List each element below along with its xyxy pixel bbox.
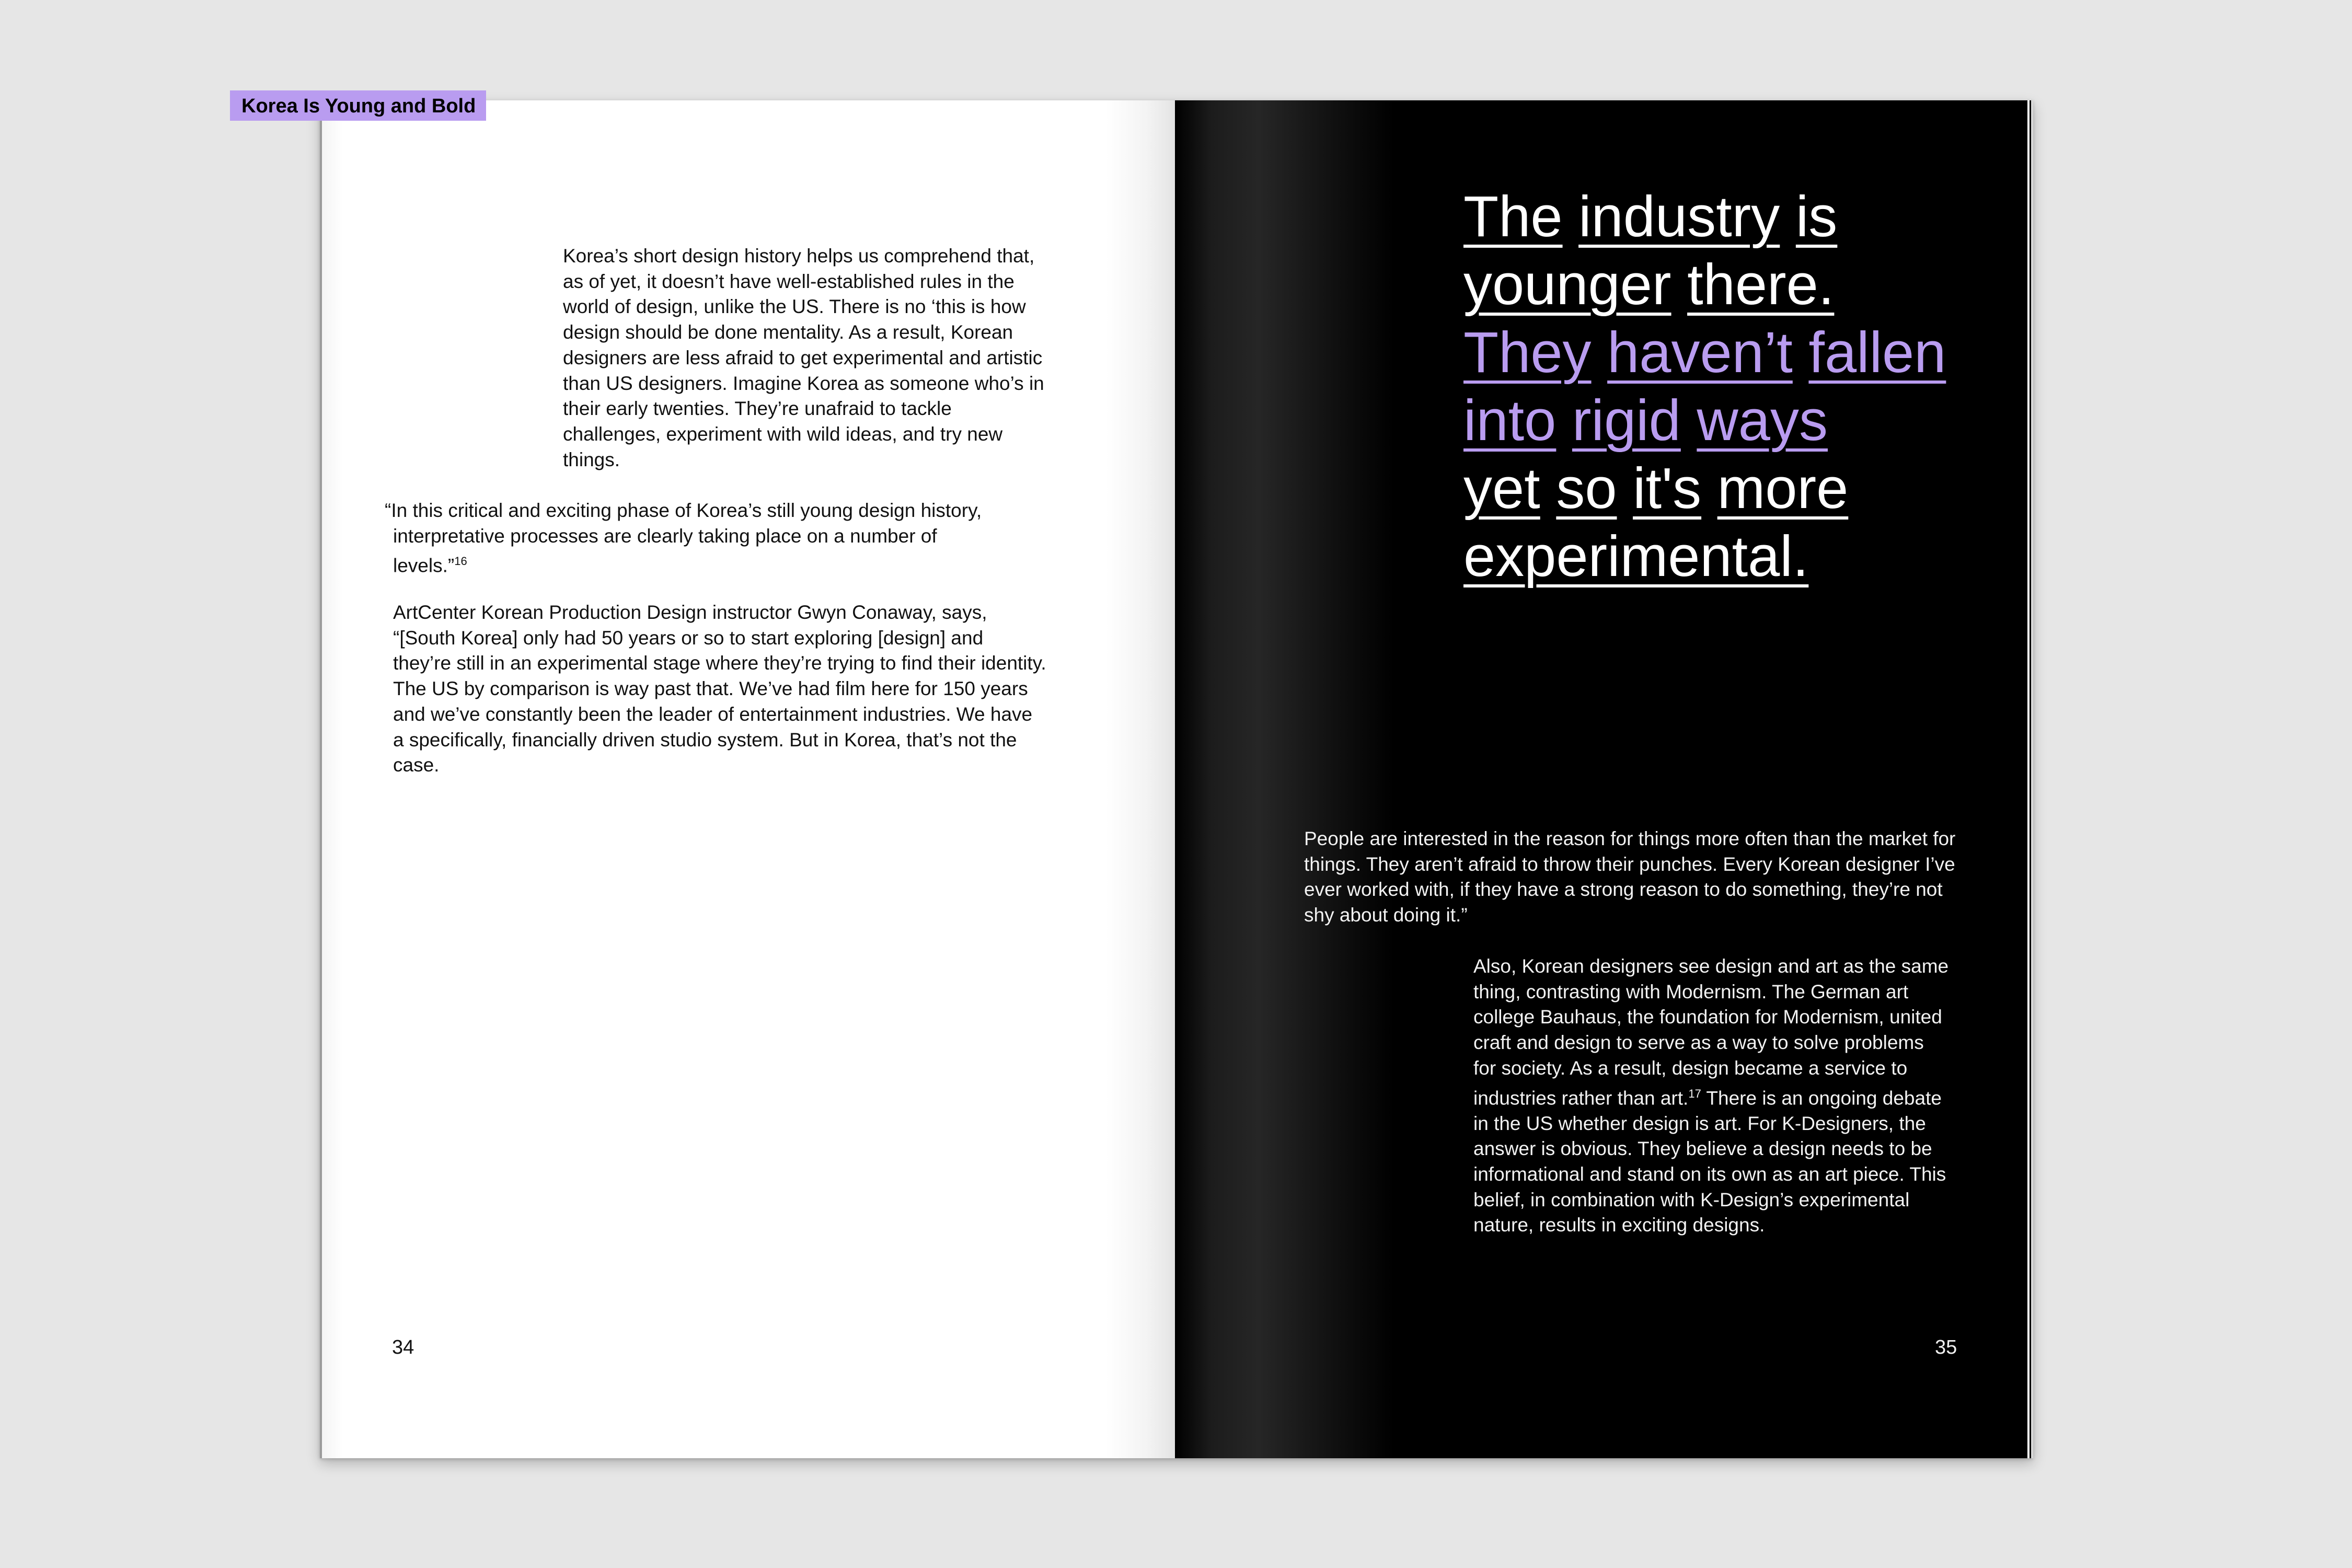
pull-word: is xyxy=(1795,185,1838,249)
pull-quote-line-1 xyxy=(1463,183,2028,251)
right-paragraph-2 xyxy=(1473,954,1952,1238)
pull-quote xyxy=(1463,183,2028,591)
left-quote-text: “In this critical and exciting phase of Korea’s still young design history, interpretative processes are clearly taking place on a number of levels.” xyxy=(385,500,982,577)
page-number-left: 34 xyxy=(392,1336,414,1358)
pull-word: more xyxy=(1717,456,1849,521)
pull-word: experimental. xyxy=(1463,524,1809,589)
pull-word: haven’t xyxy=(1607,320,1793,385)
pull-quote-line-2 xyxy=(1463,251,2028,319)
pull-word: there. xyxy=(1687,252,1835,317)
pull-word: younger xyxy=(1463,252,1671,317)
pull-quote-line-6 xyxy=(1463,523,2028,591)
left-paragraph-1: Korea’s short design history helps us comprehend that, as of yet, it doesn’t have well-established rules in the world of design, unlike the US. There is no ‘this is how design should be done mentality. As a result, Korean designers are less afraid to get experimental and artistic than US designers. Imagine Korea as someone who’s in their early twenties. They’re unafraid to tackle challenges, experiment with wild ideas, and try new things. xyxy=(563,245,1044,470)
right-paragraph-2a: Also, Korean designers see design and art as the same thing, contrasting with Modernism. The German art college Bauhaus, the foundation for Modernism, united craft and design to serve as a way to solve problems for society. As a result, design became a service to industries rather than art. xyxy=(1473,955,1949,1109)
page-number-right: 35 xyxy=(1935,1336,1957,1358)
section-heading: Korea Is Young and Bold xyxy=(230,90,486,121)
pull-word: yet xyxy=(1463,456,1540,521)
pull-word: into xyxy=(1463,388,1557,453)
pull-word: fallen xyxy=(1808,320,1946,385)
footnote-17: 17 xyxy=(1688,1087,1701,1100)
pull-word: rigid xyxy=(1572,388,1681,453)
right-paragraph-1: People are interested in the reason for things more often than the market for things. They aren’t afraid to throw their punches. Every Korean designer I’ve ever worked with, if they have a strong reason to do something, they’re not shy about doing it.” xyxy=(1304,828,1956,926)
pull-quote-line-3 xyxy=(1463,319,2028,387)
right-paragraph-2b: There is an ongoing debate in the US whether design is art. For K-Designers, the answer is obvious. They believe a design needs to be informational and stand on its own as an art piece. This belief, in combination with K-Design’s experimental nature, results in exciting designs. xyxy=(1473,1087,1946,1236)
pull-word: The xyxy=(1463,185,1563,249)
pull-word: industry xyxy=(1578,185,1780,249)
pull-word: They xyxy=(1463,320,1592,385)
pull-quote-line-4 xyxy=(1463,387,2028,455)
footnote-16: 16 xyxy=(454,555,467,568)
pull-word: ways xyxy=(1697,388,1828,453)
left-quote xyxy=(385,498,1010,579)
pull-word: so xyxy=(1556,456,1617,521)
pull-word: it's xyxy=(1633,456,1702,521)
pull-quote-line-5 xyxy=(1463,455,2028,523)
left-paragraph-2: ArtCenter Korean Production Design instructor Gwyn Conaway, says, “[South Korea] only had 50 years or so to start exploring [design] and they’re still in an experimental stage where they’re trying to find their identity. The US by comparison is way past that. We’ve had film here for 150 years and we’ve constantly been the leader of entertainment industries. We have a specifically, financially driven studio system. But in Korea, that’s not the case. xyxy=(393,602,1046,776)
